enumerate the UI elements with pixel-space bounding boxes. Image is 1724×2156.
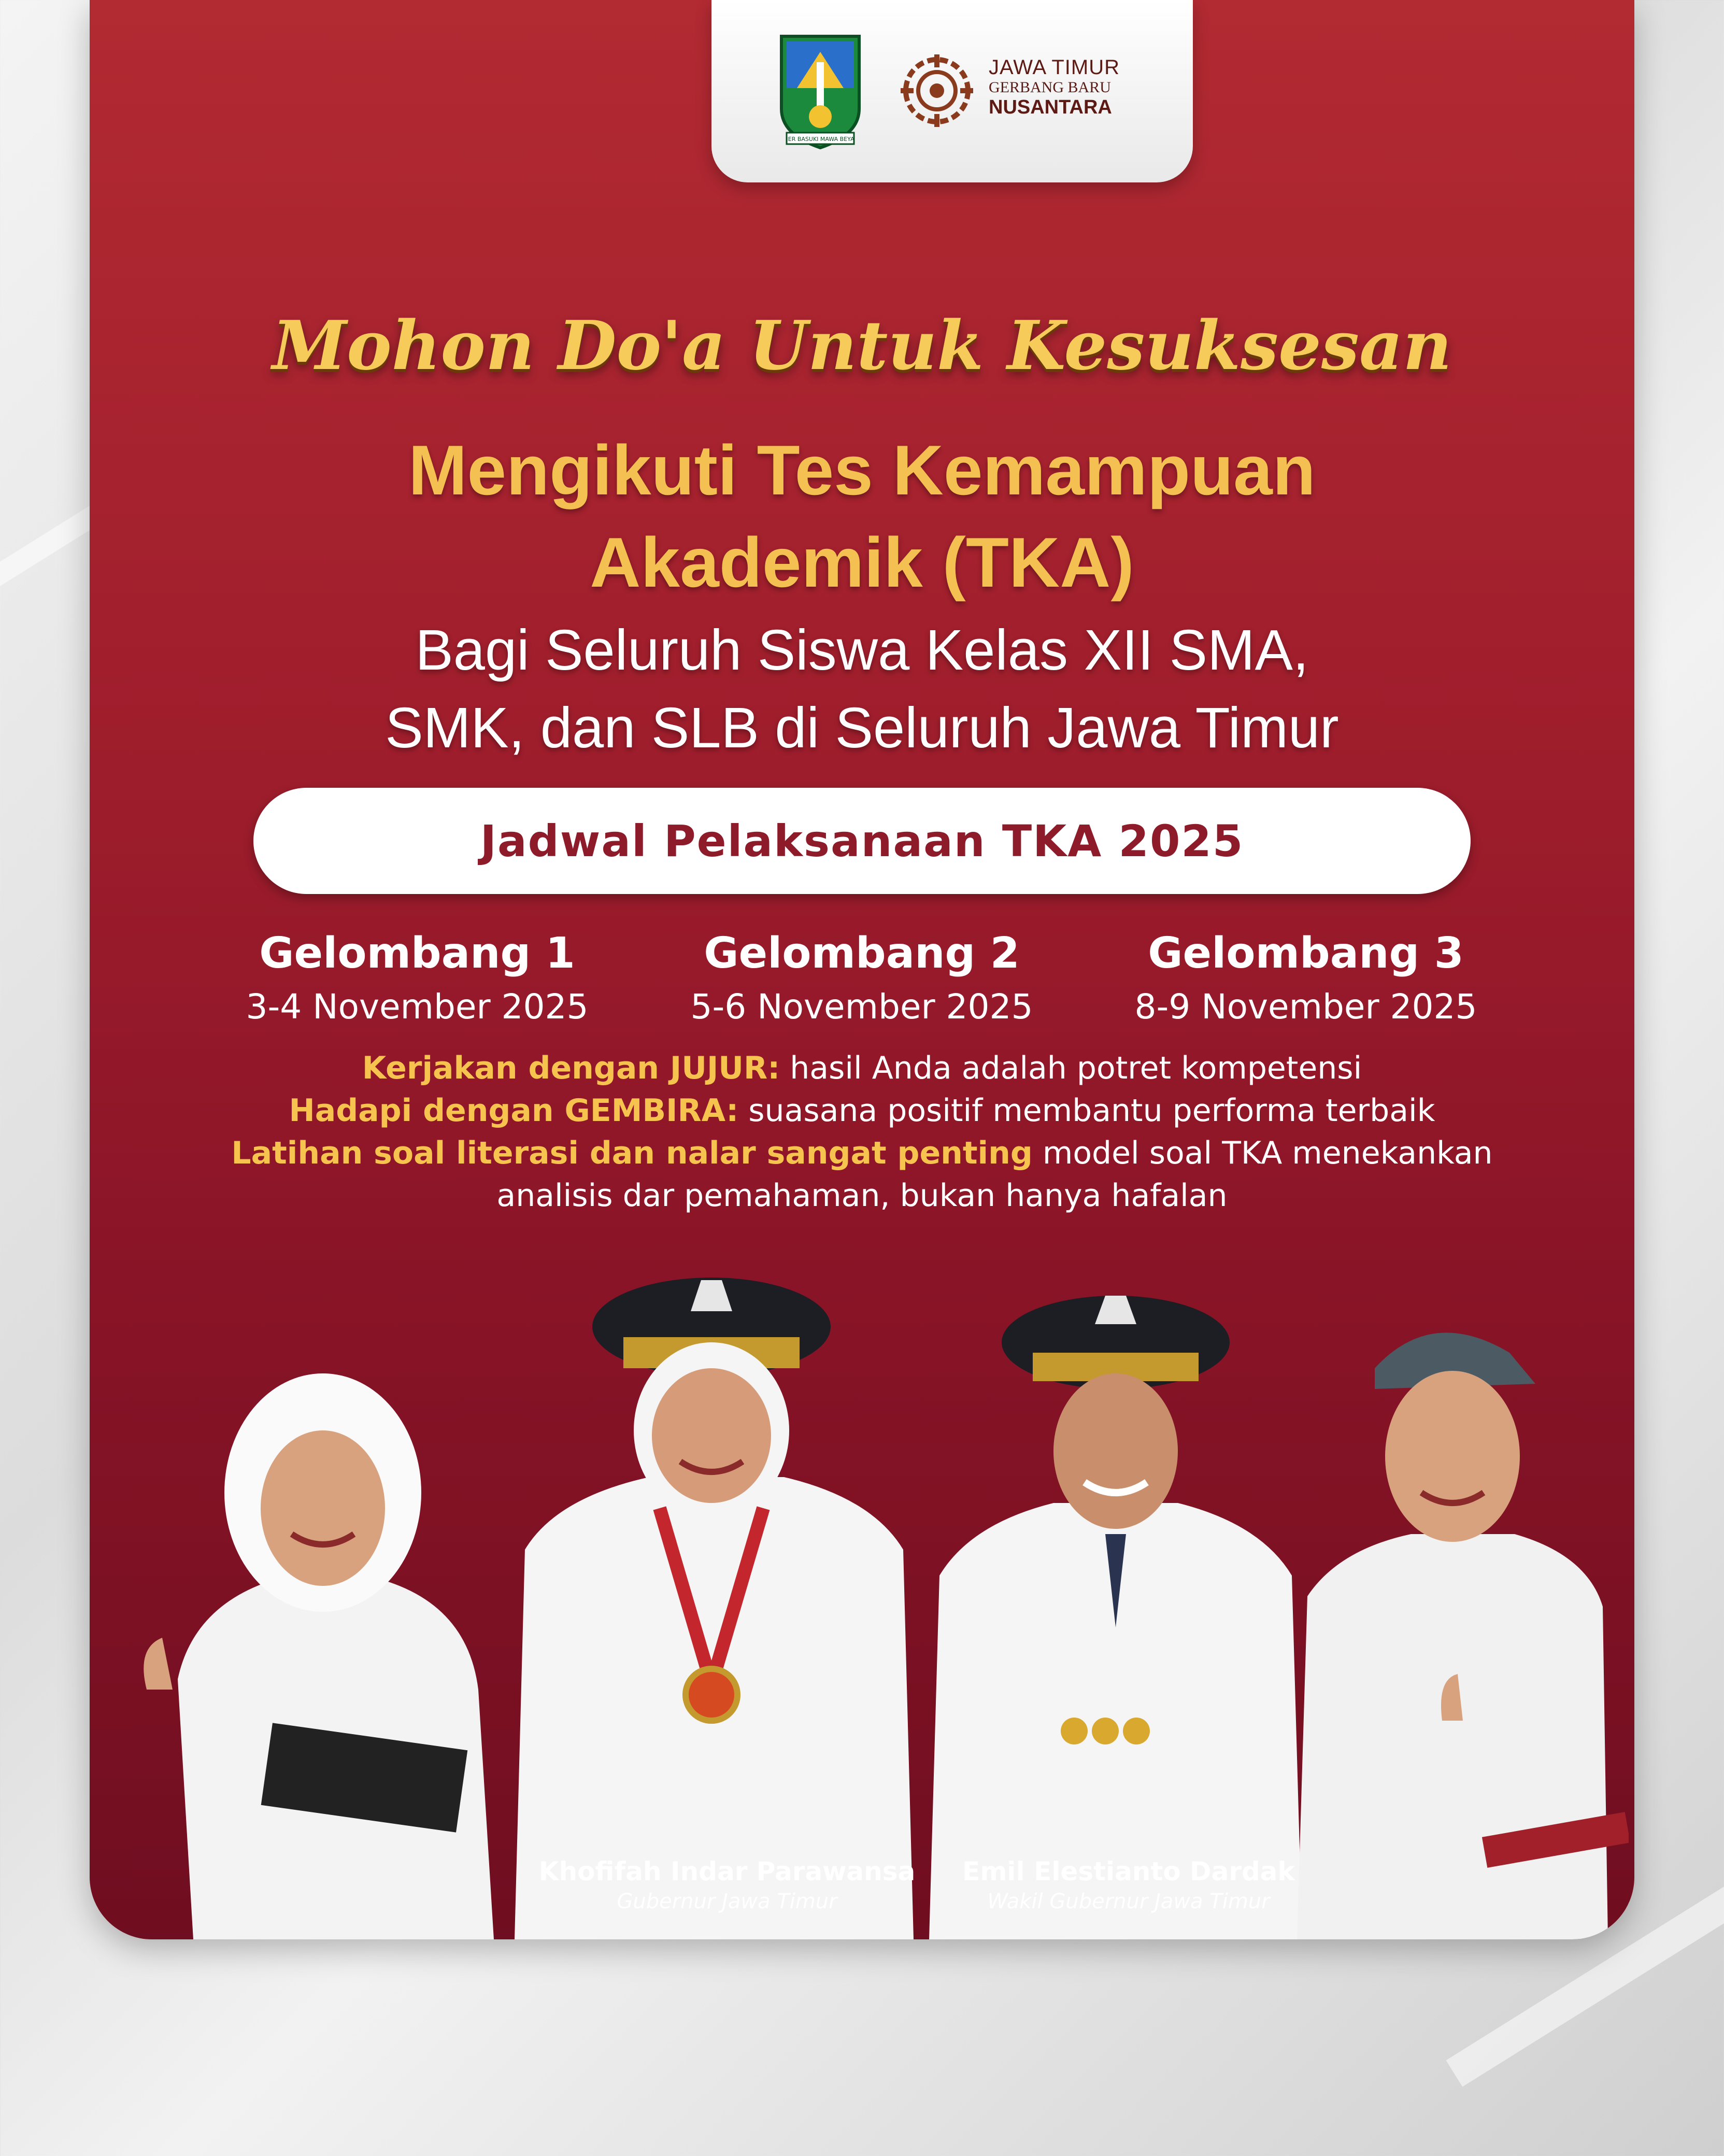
governor-role: Gubernur Jawa Timur	[617, 1890, 837, 1913]
brand-line-1: JAWA TIMUR	[989, 56, 1120, 79]
governor-caption	[494, 1855, 960, 1916]
tip-highlight: Hadapi dengan GEMBIRA:	[289, 1093, 739, 1129]
gerbang-baru-emblem-icon	[898, 52, 976, 130]
tip-text: hasil Anda adalah potret kompetensi	[780, 1050, 1362, 1086]
vice-governor-illustration	[908, 1265, 1313, 1939]
tip-highlight: Kerjakan dengan JUJUR:	[362, 1050, 780, 1086]
vice-governor-name: Emil Elestianto Dardak	[962, 1856, 1295, 1887]
brand-line-2: GERBANG BARU	[989, 79, 1111, 96]
script-headline: Mohon Do'a Untuk Kesuksesan	[272, 306, 1452, 385]
sub-headline-line-2: SMK, dan SLB di Seluruh Jawa Timur	[385, 696, 1339, 760]
brand-text	[989, 56, 1120, 118]
wave-3-date: 8-9 November 2025	[1134, 987, 1477, 1027]
tip-text: analisis dar pemahaman, bukan hanya hafalan	[496, 1178, 1228, 1214]
student-boy-illustration	[1266, 1306, 1629, 1939]
vice-governor-role: Wakil Gubernur Jawa Timur	[987, 1890, 1270, 1913]
main-headline-line-2: Akademik (TKA)	[590, 523, 1134, 602]
tip-text: suasana positif membantu performa terbaik	[738, 1093, 1435, 1129]
east-java-crest-icon	[776, 31, 864, 150]
sub-headline-line-1: Bagi Seluruh Siswa Kelas XII SMA,	[415, 618, 1309, 682]
wave-2	[639, 928, 1085, 1030]
governor-illustration	[494, 1259, 934, 1939]
wave-2-name: Gelombang 2	[704, 929, 1020, 978]
tip-line-1	[0, 1047, 1724, 1089]
tip-line-2	[0, 1089, 1724, 1132]
tip-text: model soal TKA menekankan	[1032, 1135, 1493, 1171]
wave-3-name: Gelombang 3	[1148, 929, 1464, 978]
wave-3	[1083, 928, 1529, 1030]
svg-text:JER BASUKI MAWA BEYA: JER BASUKI MAWA BEYA	[786, 136, 854, 143]
main-headline-line-1: Mengikuti Tes Kemampuan	[408, 431, 1316, 509]
tip-line-3	[0, 1132, 1724, 1174]
tip-line-4	[0, 1174, 1724, 1217]
logo-card	[711, 0, 1193, 182]
brand-line-3: NUSANTARA	[989, 96, 1112, 118]
tips-list	[0, 1047, 1724, 1217]
wave-1	[194, 928, 640, 1030]
vice-governor-caption	[895, 1855, 1362, 1916]
governor-name: Khofifah Indar Parawansa	[538, 1856, 916, 1887]
wave-1-name: Gelombang 1	[259, 929, 575, 978]
sub-headline	[0, 612, 1724, 767]
student-girl-illustration	[116, 1358, 520, 1939]
wave-1-date: 3-4 November 2025	[246, 987, 589, 1027]
schedule-title-pill: Jadwal Pelaksanaan TKA 2025	[253, 788, 1471, 894]
tip-highlight: Latihan soal literasi dan nalar sangat penting	[231, 1135, 1033, 1171]
wave-2-date: 5-6 November 2025	[690, 987, 1033, 1027]
main-headline	[0, 424, 1724, 608]
